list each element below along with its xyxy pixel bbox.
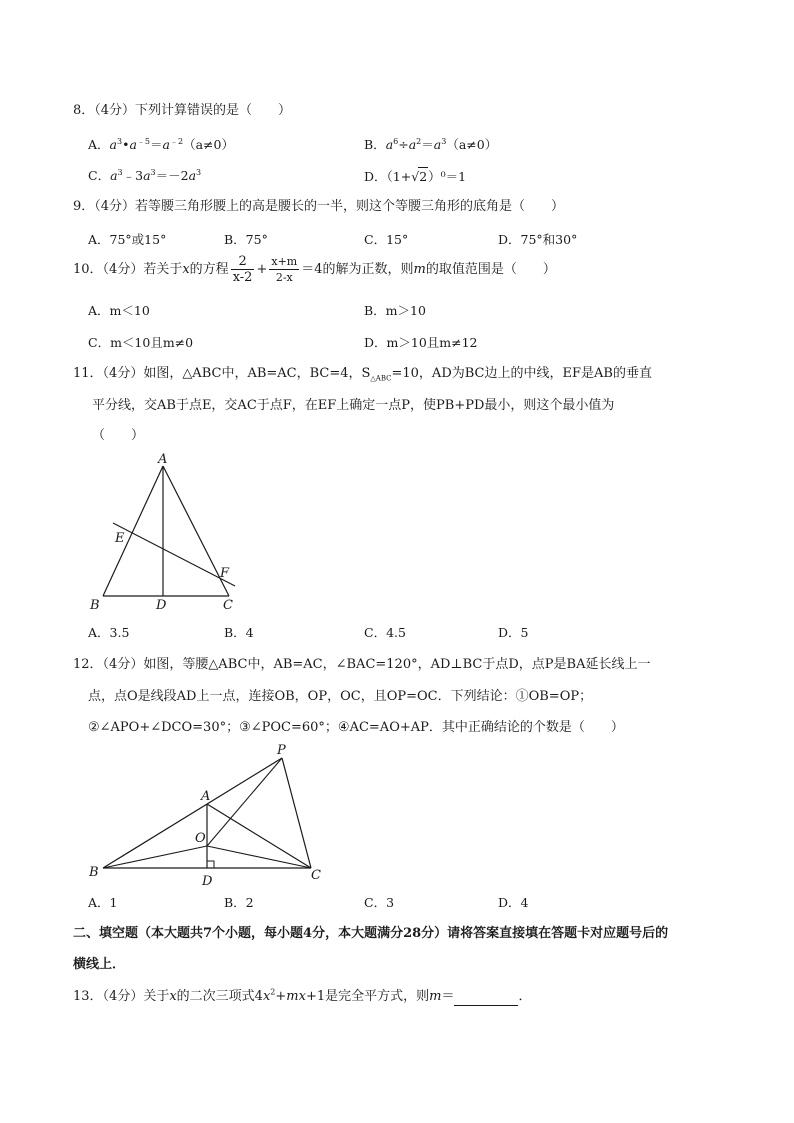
- q12-line-1: 12．（4分）如图，等腰△ABC中，AB=AC，∠BAC=120°，AD⊥BC于点D，点P是BA延长线上一: [73, 657, 651, 672]
- q10-fraction-1: $\frac{2}{x-2}$: [232, 254, 253, 285]
- q11-label-d: D: [156, 598, 167, 613]
- q12-option-c: C．3: [364, 895, 395, 910]
- q8-c-rest: ＝－2: [155, 168, 189, 183]
- q11-line-3: （ ）: [92, 428, 145, 443]
- q11-option-a: A．3.5: [88, 625, 130, 640]
- q10-var: x: [182, 262, 190, 277]
- q8-d-pre: （1+: [386, 169, 412, 184]
- q8-a-label: A．: [88, 137, 110, 152]
- q8-d-radicand: 2: [419, 169, 428, 184]
- q11-figure: [85, 448, 255, 618]
- q10-option-d: D．m＞10且m≠12: [364, 335, 478, 350]
- q8-c-label: C．: [88, 168, 111, 183]
- q10-eq: ＝4的解为正数，则: [301, 262, 414, 277]
- q9-option-d: D．75°和30°: [498, 232, 578, 247]
- q12-label-o: O: [195, 831, 206, 846]
- q9-stem: 9．（4分）若等腰三角形腰上的高是腰长的一半，则这个等腰三角形的底角是（ ）: [73, 199, 565, 214]
- q8-b-rest: （a≠0）: [446, 137, 498, 152]
- q9-option-a: A．75°或15°: [88, 232, 167, 247]
- q13-answer-blank[interactable]: [454, 991, 518, 1006]
- q9-option-c: C．15°: [364, 232, 409, 247]
- q10-option-a: A．m＜10: [88, 303, 150, 318]
- q9-option-b: B．75°: [224, 232, 268, 247]
- q12-figure: [85, 738, 330, 888]
- q12-label-c: C: [311, 868, 321, 883]
- q12-option-b: B．2: [224, 895, 254, 910]
- q11-option-d: D．5: [498, 625, 529, 640]
- q13-stem: 13．（4分）关于x的二次三项式$4x^2+mx+1$是完全平方式，则m＝ ．: [73, 987, 532, 1004]
- q10-option-b: B．m＞10: [364, 303, 426, 318]
- section-2-heading: 二、填空题（本大题共7个小题，每小题4分，本大题满分28分）请将答案直接填在答题卡对应题号后的: [73, 926, 669, 941]
- q10-option-c: C．m＜10且m≠0: [88, 335, 194, 350]
- section-2-heading-cont: 横线上．: [73, 957, 126, 972]
- q10-mid: 的方程: [189, 262, 229, 277]
- q12-label-p: P: [277, 743, 286, 758]
- q8-option-d: D．（1+√2）⁰＝1: [364, 169, 467, 184]
- q8-b-label: B．: [364, 137, 386, 152]
- q8-a-rest: （a≠0）: [183, 137, 234, 152]
- q8-d-label: D．: [364, 169, 387, 184]
- q12-option-a: A．1: [88, 895, 118, 910]
- q8-d-post: ）⁰＝1: [428, 169, 467, 184]
- q11-option-c: C．4.5: [364, 625, 406, 640]
- q11-label-b: B: [90, 598, 100, 613]
- q12-option-d: D．4: [498, 895, 529, 910]
- q10-prefix: 10．（4分）若关于: [73, 262, 183, 277]
- q12-label-a: A: [201, 789, 211, 804]
- q8-option-c: C．$a^3﹣3a^3=-2a^3$: [88, 167, 202, 183]
- q11-label-c: C: [223, 598, 233, 613]
- q11-option-b: B．4: [224, 625, 254, 640]
- q11-label-a: A: [158, 452, 168, 467]
- q12-label-b: B: [89, 865, 99, 880]
- q8-stem: 8．（4分）下列计算错误的是（ ）: [73, 103, 292, 118]
- q12-line-3: ②∠APO+∠DCO=30°；③∠POC=60°；④AC=AO+AP．其中正确结论的个数是（ ）: [88, 720, 624, 735]
- q11-label-f: F: [220, 566, 230, 581]
- q8-option-b: B．$a^6\div a^2=a^3(a\ne 0)$: [364, 136, 498, 152]
- q11-line-1: 11．（4分）如图，△ABC中，AB=AC，BC=4，$S_{\triangle ABC}=10$，AD为BC边上的中线，EF是AB的垂直: [73, 366, 652, 383]
- q12-label-d: D: [202, 874, 213, 888]
- q10-stem: 10．（4分）若关于x的方程 $\frac{2}{x-2}$ + $\frac{x+m}{2-x}$ ＝4的解为正数，则m的取值范围是（ ）: [73, 254, 556, 285]
- q11-label-e: E: [115, 531, 125, 546]
- q12-line-2: 点，点O是线段AD上一点，连接OB，OP，OC，且OP=OC．下列结论：①OB=OP；: [88, 689, 593, 704]
- q10-fraction-2: $\frac{x+m}{2-x}$: [271, 255, 298, 284]
- q8-option-a: A．$a^3•a^{﹣5}=a^{﹣2}(a\ne 0)$: [88, 136, 234, 152]
- q10-suffix: 的取值范围是（ ）: [425, 262, 556, 277]
- q11-line-2: 平分线，交AB于点E，交AC于点F，在EF上确定一点P，使PB+PD最小，则这个最小值为: [92, 398, 615, 413]
